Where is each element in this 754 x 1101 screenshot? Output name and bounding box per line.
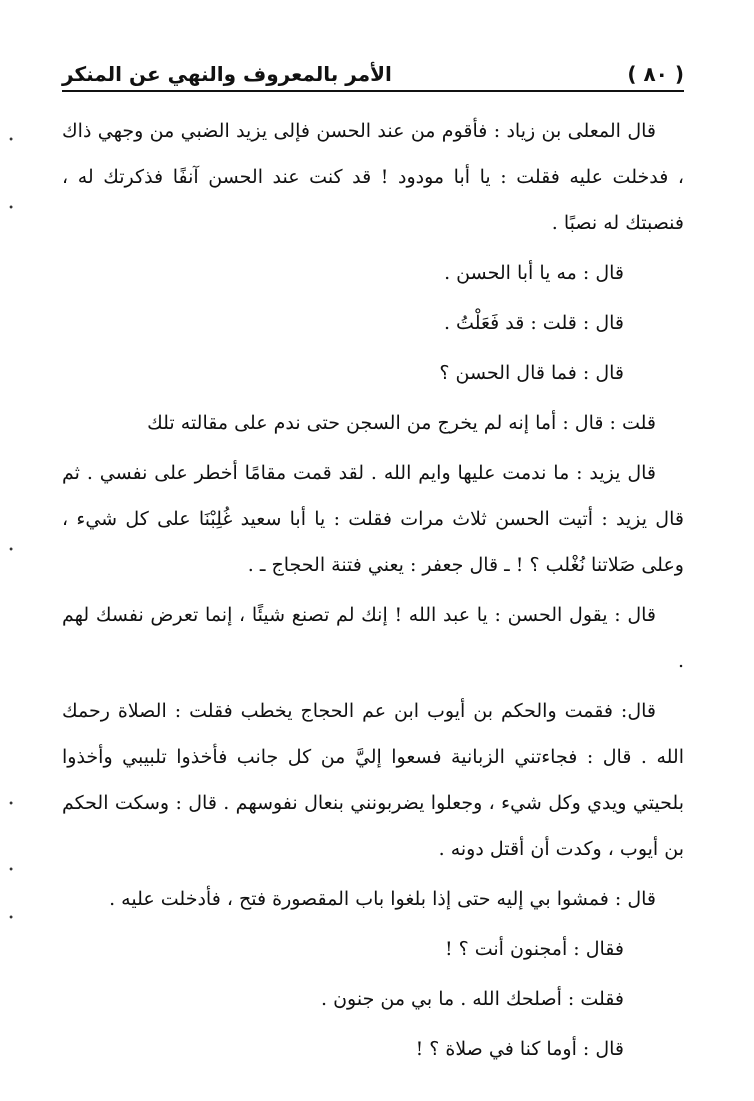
paragraph: قال: فقمت والحكم بن أيوب ابن عم الحجاج يخطب فقلت : الصلاة رحمك الله . قال : فجاءتني الزبانية فسعوا إليَّ من كل جانب فأخذوا تلبيبي وأخذوا بلحيتي ويدي وكل شيء ، وجعلوا يضربونني بنعال نفوسهم . قال : وسكت الحكم بن أيوب ، وكدت أن أقتل دونه . [62, 700, 684, 860]
paragraph: قال يزيد : ما ندمت عليها وايم الله . لقد قمت مقامًا أخطر على نفسي . ثم قال يزيد : أتيت الحسن ثلاث مرات فقلت : يا أبا سعيد غُلِبْنَا على كل شيء ، وعلى صَلاتنا نُغْلب ؟ ! ـ قال جعفر : يعني فتنة الحجاج ـ . [62, 462, 684, 576]
running-header [62, 60, 684, 88]
paragraph: قال : فما قال الحسن ؟ [439, 362, 624, 384]
margin-speck: • [8, 135, 14, 146]
paragraph: قال : مه يا أبا الحسن . [444, 262, 624, 284]
margin-speck: • [8, 545, 14, 556]
header-rule [62, 90, 684, 92]
paragraph: قلت : قال : أما إنه لم يخرج من السجن حتى ندم على مقالته تلك [147, 412, 656, 434]
paragraph: قال : يقول الحسن : يا عبد الله ! إنك لم تصنع شيئًا ، إنما تعرض نفسك لهم . [62, 604, 684, 672]
margin-speck: • [8, 203, 14, 214]
page-number: ( ٨٠ ) [627, 62, 684, 86]
margin-speck: • [8, 865, 14, 876]
running-title: الأمر بالمعروف والنهي عن المنكر [62, 62, 392, 86]
body-text [62, 108, 684, 1076]
paragraph: فقال : أمجنون أنت ؟ ! [444, 938, 624, 960]
paragraph: قال : قلت : قد فَعَلْتُ . [443, 312, 624, 334]
paragraph: قال : أوما كنا في صلاة ؟ ! [415, 1038, 624, 1060]
paragraph: قال المعلى بن زياد : فأقوم من عند الحسن فإلى يزيد الضبي من وجهي ذاك ، فدخلت عليه فقلت : يا أبا مودود ! قد كنت عند الحسن آنفًا فذكرتك له ، فنصبتك له نصبًا . [62, 120, 684, 234]
margin-speck: • [8, 799, 14, 810]
paragraph: فقلت : أصلحك الله . ما بي من جنون . [321, 988, 624, 1010]
margin-speck: • [8, 913, 14, 924]
paragraph: قال : فمشوا بي إليه حتى إذا بلغوا باب المقصورة فتح ، فأدخلت عليه . [109, 888, 656, 910]
